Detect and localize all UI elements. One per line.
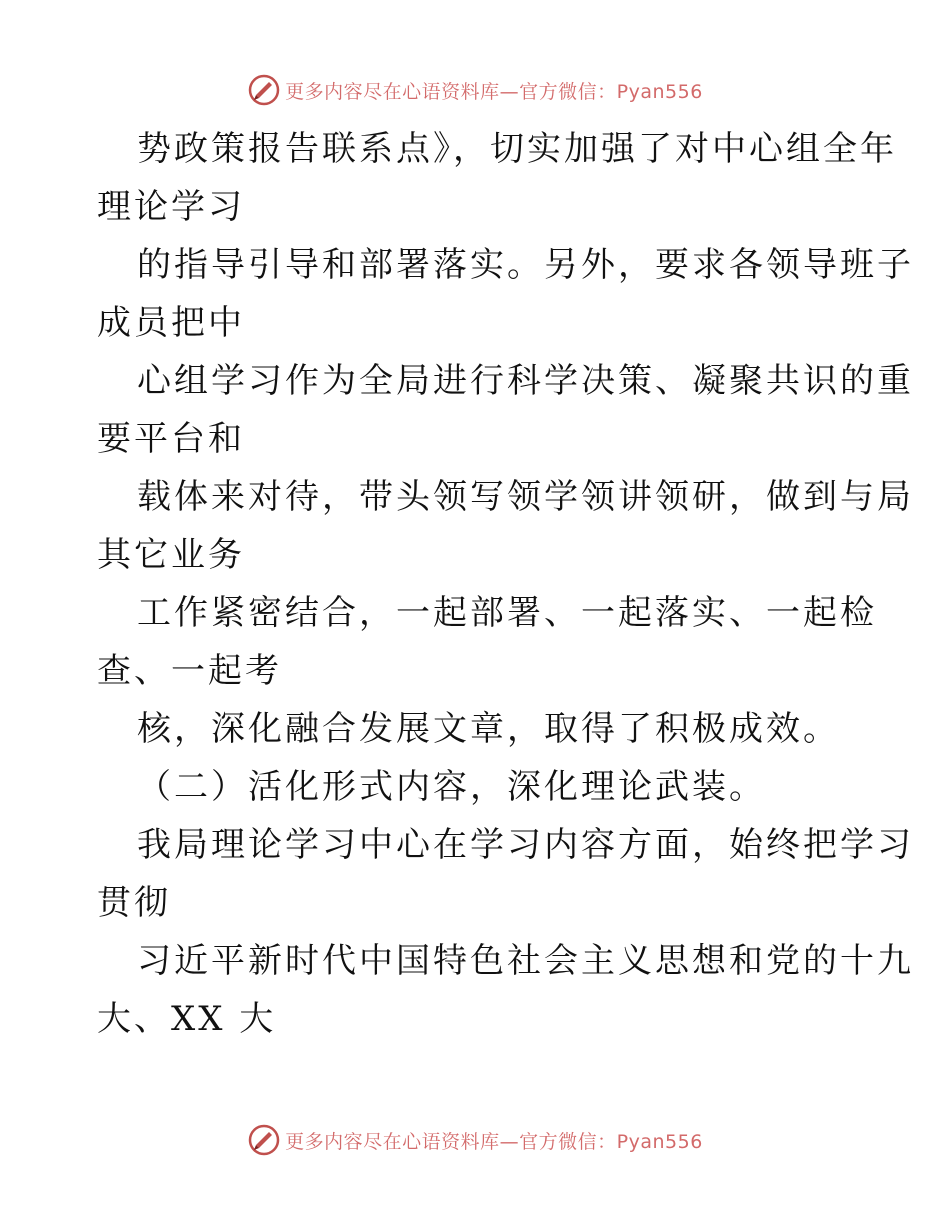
header-banner [0, 70, 950, 110]
text-line: 的指导引导和部署落实。另外，要求各领导班子 [137, 245, 914, 285]
text-line: 工作紧密结合，一起部署、一起落实、一起检 [137, 593, 877, 633]
footer-banner-text: 更多内容尽在心语资料库—官方微信：Pyan556 [285, 1130, 703, 1153]
pen-logo-icon [247, 73, 281, 107]
header-banner-text: 更多内容尽在心语资料库—官方微信：Pyan556 [285, 80, 703, 103]
text-line: 习近平新时代中国特色社会主义思想和党的十九 [137, 941, 914, 981]
document-body [97, 120, 914, 1048]
text-line: 势政策报告联系点》，切实加强了对中心组全年 [137, 129, 897, 169]
footer-banner [0, 1120, 950, 1160]
pen-logo-icon [247, 1123, 281, 1157]
text-line: 大、XX 大 [97, 999, 277, 1039]
text-line: 载体来对待，带头领写领学领讲领研，做到与局 [137, 477, 914, 517]
text-line: 其它业务 [97, 535, 245, 575]
text-line: 要平台和 [97, 419, 245, 459]
text-line: 贯彻 [97, 883, 171, 923]
section-heading: （二）活化形式内容，深化理论武装。 [137, 767, 766, 807]
text-line: 我局理论学习中心在学习内容方面，始终把学习 [137, 825, 914, 865]
text-line: 查、一起考 [97, 651, 282, 691]
text-line: 心组学习作为全局进行科学决策、凝聚共识的重 [137, 361, 914, 401]
text-line: 核，深化融合发展文章，取得了积极成效。 [137, 709, 840, 749]
text-line: 成员把中 [97, 303, 245, 343]
text-line: 理论学习 [97, 187, 245, 227]
